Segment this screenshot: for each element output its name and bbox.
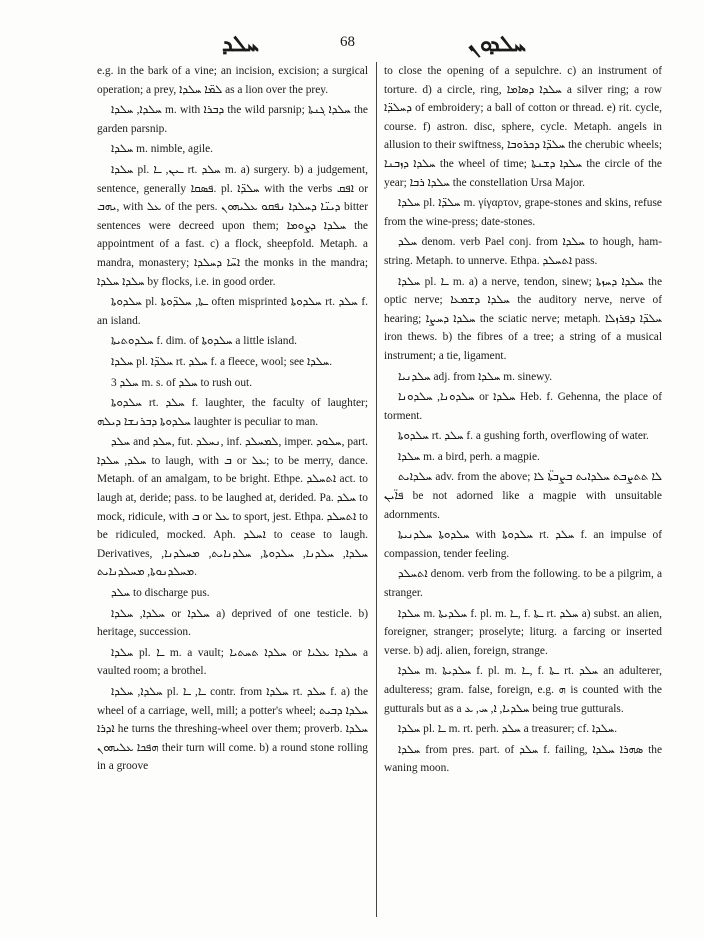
dictionary-entry: ܚܠܕܘܬܝܬܐ f. dim. of ܚܠܕܘܬܐ a little island. xyxy=(111,335,298,348)
header-right-word: ܚܠܕܘܢ xyxy=(468,32,526,57)
dictionary-entry: ܚܠܕܐ m. a bird, perh. a magpie. xyxy=(398,450,540,463)
header-left-word: ܚܠܕ xyxy=(222,32,259,57)
dictionary-entry: ܐܬܚܠܕ denom. verb from the following. to be a pilgrim, a stranger. xyxy=(384,568,662,600)
dictionary-entry: to close the opening of a sepulchre. c) an instrument of torture. d) a circle, ring, ܚܠܕܐ ܕܣܐܡܐ a silver ring; a row ܕܚܠܕ̈ܐ of embroidery; a ball of cotton or thread. e) rit. cycle, course. f) astron. disc, sphere, cycle. Metaph. angels in allusion to their swiftness, ܚܠܕ̈ܐ ܕܟܪܘܒܐ the cherubic wheels; ܚܠܕܐ ܕܙܒܢܐ the wheel of time; ܚܠܕܐ ܕܫܢܬܐ the circle of the year; ܚܠܕܐ ܪܒܐ the constellation Ursa Major. xyxy=(384,65,662,189)
dictionary-entry: ܚܠܕܐ, ܚܠܕܐ pl. ـܐ, ـܐ contr. from ܚܠܕܐ rt. ܚܠܕ f. a) the wheel of a carriage, well, mill; a potter's wheel; ܚܠܕܐ ܕܒܝܬ ܐܕܪܐ he turns the threshing-wheel over them; proverb. ܚܠܕܐ ܗܦܟܐ ܥܠܝܗܘܢ their turn will come. b) a round stone rolling in a groove xyxy=(97,686,368,773)
page-number: 68 xyxy=(340,34,355,50)
dictionary-entry: ܚܠܕܐ, ܚܠܕܐ m. with ܕܒܪܐ the wild parsnip; ܚܠܕܐ ܓܢܬܐ the garden parsnip. xyxy=(97,104,368,135)
dictionary-entry: ܚܠܕܐ pl. ـܐ m. a) a nerve, tendon, sinew; ܚܠܕܐ ܕܚܙܬܐ the optic nerve; ܚܠܕܐ ܕܫܡܥܐ the auditory nerve, nerve of hearing; ܚܠܕܐ ܕܚܨܐ the sciatic nerve; metaph. ܚܠܕ̈ܐ ܕܦܪܙܠܐ iron thews. b) the fibres of a tree; a string of a musical instrument; a tie, ligament. xyxy=(384,275,662,362)
dictionary-entry: ܚܠܕܐܝܬ adv. from the above; ܠܐ ܬܬܨܒܬ ܚܠܕܐܝܬ ܒܨܒܬ̈ܐ ܠܐ ܦܐ̈ܝܢ be not adorned like a magpie with unsuitable adornments. xyxy=(384,471,662,521)
left-column xyxy=(97,62,368,932)
dictionary-entry: ܚܠܕܐ pl. ܚܠܕ̈ܐ rt. ܚܠܕ f. a fleece, wool; see ܚܠܕܐ. xyxy=(111,355,333,368)
dictionary-entry: ܚܠܕܐ m. ܚܠܕܝܬܐ f. pl. m. ـܐ, f. ـܬܐ rt. ܚܠܕ an adulterer, adulteress; gram. false, foreign, e.g. ܗ is counted with the gutturals but as a ܚܠܕܝܐ, ܐ, ܚ, ܥ being true gutturals. xyxy=(384,665,662,715)
dictionary-entry: ܚܠܕܘܬܐ rt. ܚܠܕ f. a gushing forth, overflowing of water. xyxy=(398,430,649,443)
right-column xyxy=(384,62,662,932)
dictionary-entry: ܚܠܕ and ܚܠܕ, fut. ܢܚܠܕ, inf. ܠܡܚܠܕ, imper. ܚܠܘܕ, part. ܚܠܕ, ܚܠܕܐ to laugh, with ܒ or ܥܠ; to be merry, dance. Metaph. of an amalgam, to be bright. Ethpe. ܐܬܚܠܕ act. to laugh at, deride; pass. to be laughed at, derided. Pa. ܚܠܕ to mock, ridicule, with ܒ or ܥܠ to sport, jest. Ethpa. ܐܬܚܠܕ to be ridiculed, mocked. Aph. ܐܚܠܕ to cease to laugh. Derivatives, ܚܠܕܐ, ܚܠܕܢܐ, ܚܠܕܘܬܐ, ܚܠܕܢܐܝܬ, ܡܚܠܕܢܐ, ܡܚܠܕܢܘܬܐ, ܡܚܠܕܢܐܝܬ. xyxy=(97,436,368,579)
dictionary-entry: ܚܠܕ to discharge pus. xyxy=(111,587,210,600)
dictionary-entry: ܚܠܕܐ, ܚܠܕܐ or ܚܠܕܐ a) deprived of one testicle. b) heritage, succession. xyxy=(97,607,368,639)
dictionary-entry: ܚܠܕܐ pl. ـܐ m. rt. perh. ܚܠܕ a treasurer; cf. ܚܠܕܐ. xyxy=(398,723,618,736)
page-header xyxy=(0,30,704,60)
dictionary-entry: ܚܠܕܐ pl. ܚܠܕ̈ܐ m. γίγαρτον, grape-stones and skins, refuse from the wine-press; date-stones. xyxy=(384,197,662,228)
dictionary-entry: ܚܠܕܐ pl. ـܝܢ, ـܐ rt. ܚܠܕ m. a) surgery. b) a judgement, sentence, generally ܦܣܩܐ. pl. ܚܠܕ̈ܐ with the verbs ܐܦܩ or ܝܗܒ, with ܥܠ of the pers. ܕܝܢ̈ܐ ܕܚܠܕܐ ܢܦܩܘ ܥܠܝܗܘܢ bitter sentences were decreed upon them; ܚܠܕܐ ܕܨܘܡܐ the appointment of a fast. c) a flock, sheepfold. Metaph. a mandra, monastery; ܐܚ̈ܐ ܕܚܠܕܐ the monks in the mandra; ܚܠܕܐ ܚܠܕܐ by flocks, i.e. in good order. xyxy=(97,163,368,288)
dictionary-entry: ܚܠܕܘܢܐ, ܚܠܕܘܢܐ or ܚܠܕܐ Heb. f. Gehenna, the place of torment. xyxy=(384,391,662,422)
dictionary-entry: ܚܠܕܐ m. nimble, agile. xyxy=(111,143,214,156)
column-divider xyxy=(376,62,377,917)
dictionary-entry: ܚܠܕܘܬܐ pl. ـܬܐ, ܚܠܕ̈ܘܬܐ often misprinted ܚܠܕܘܬܐ rt. ܚܠܕ f. an island. xyxy=(97,296,368,327)
dictionary-entry: ܚܠܕܐ from pres. part. of ܚܠܕ f. failing, ܣܗܪܐ ܚܠܕܐ the waning moon. xyxy=(384,743,662,775)
dictionary-entry: ܚܠܕܘܬܐ ܚܠܕܢܝܬܐ with ܚܠܕܘܬܐ rt. ܚܠܕ f. an impulse of compassion, tender feeling. xyxy=(384,529,662,560)
dictionary-entry: ܚܠܕܐ m. ܚܠܕܝܬܐ f. pl. m. ـܐ, f. ـܬܐ rt. ܚܠܕ a) subst. an alien, foreigner, stranger; proselyte; liturg. a farcing or inserted verse. b) adj. alien, foreign, strange. xyxy=(384,607,662,657)
dictionary-entry: e.g. in the bark of a vine; an incision, excision; a surgical operation; a prey, ܠܡ̈ܐ ܚܠܕܐ as a lion over the prey. xyxy=(97,65,368,96)
dictionary-entry: ܚܠܕ denom. verb Pael conj. from ܚܠܕܐ to hough, ham-string. Metaph. to unnerve. Ethpa. ܐܬܚܠܕ pass. xyxy=(384,236,662,267)
dictionary-entry: ܚܠܕ 3 m. s. of ܚܠܕ to rush out. xyxy=(111,376,253,389)
dictionary-entry: ܚܠܕܢܝܐ adj. from ܚܠܕܐ m. sinewy. xyxy=(398,370,553,383)
dictionary-entry: ܚܠܕܘܬܐ rt. ܚܠܕ f. laughter, the faculty of laughter; ܚܠܕܘܬܐ ܕܒܪܢܫܐ ܕܝܠܗ laughter is peculiar to man. xyxy=(97,397,368,428)
dictionary-entry: ܚܠܕܐ pl. ـܐ m. a vault; ܚܠܕܐ ܬܚܬܝܐ or ܚܠܕܐ ܥܠܝܐ a vaulted room; a brothel. xyxy=(97,646,368,678)
